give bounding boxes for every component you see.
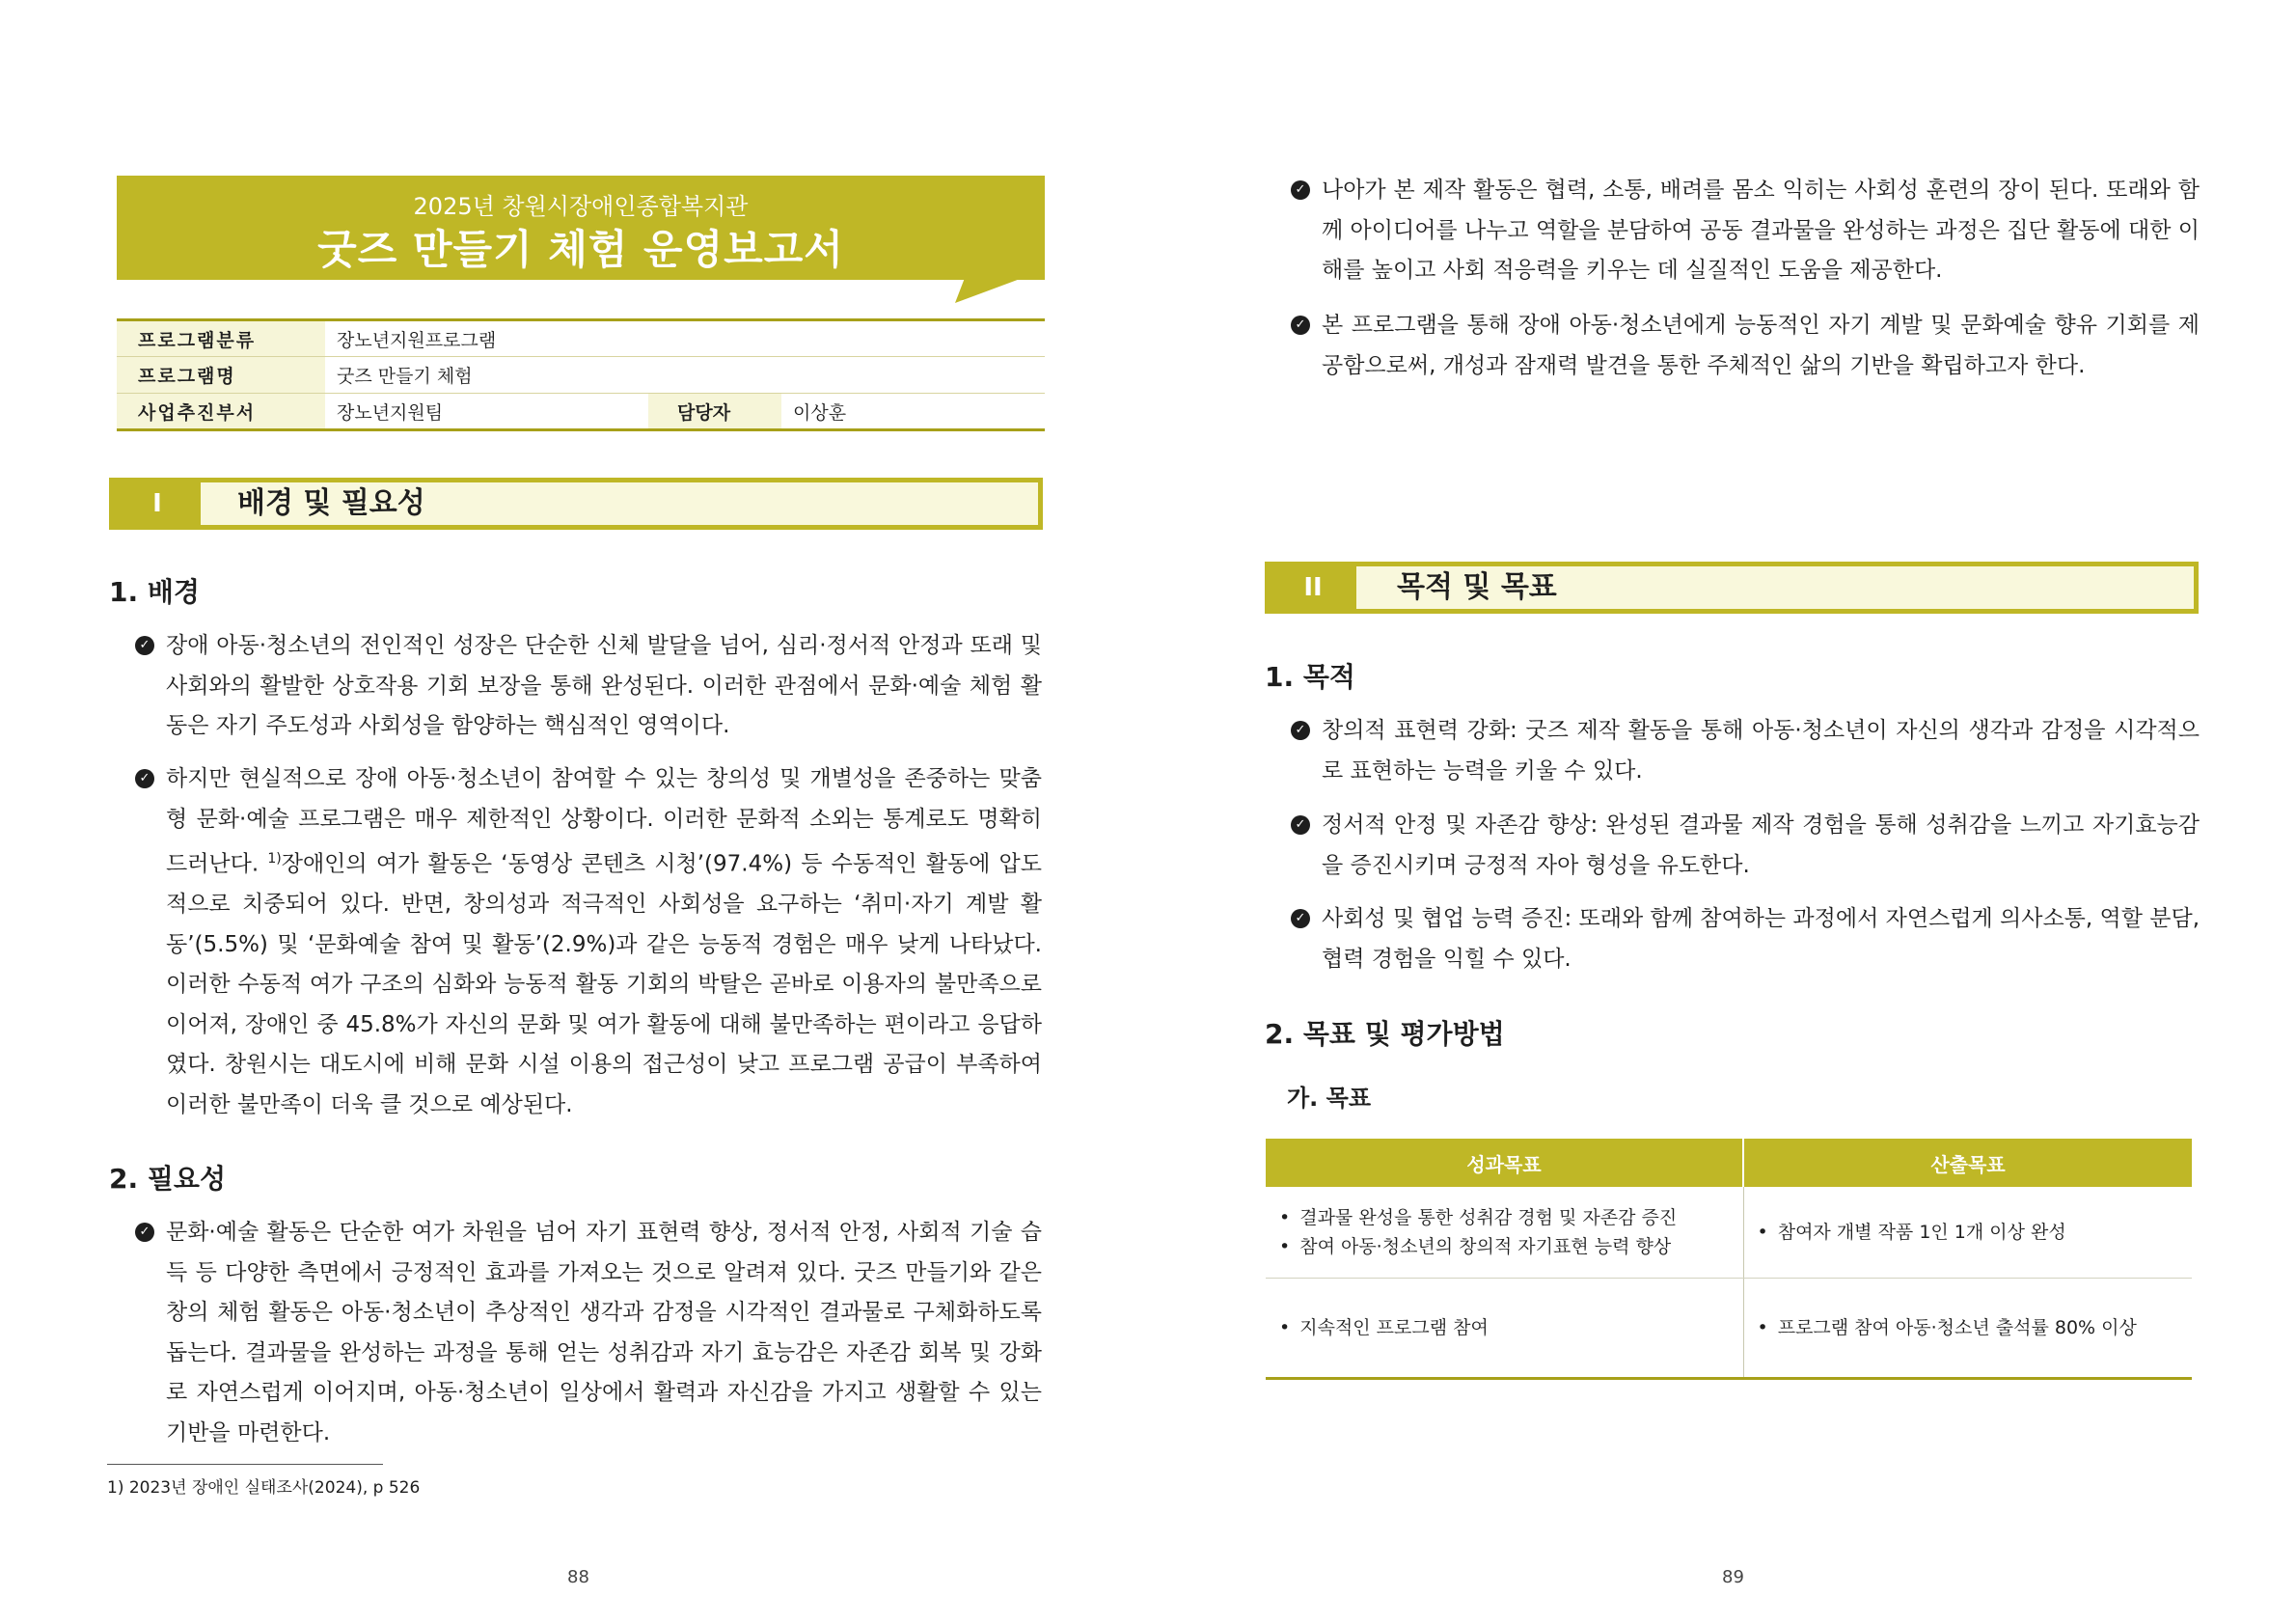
section-heading-2 [1265,562,2199,614]
section-heading-1 [109,478,1043,530]
info-value: 장노년지원팀 [325,394,648,430]
heading-background: 1. 배경 [109,576,200,608]
check-circle-icon: ✓ [135,1223,154,1242]
column-header: 산출목표 [1743,1139,2192,1187]
table-cell [1743,1187,2192,1278]
info-value: 굿즈 만들기 체험 [325,357,1045,394]
table-header-row [1266,1139,2192,1187]
section-title: 배경 및 필요성 [237,486,425,520]
column-header: 성과목표 [1266,1139,1743,1187]
paragraph-right-1 [1295,171,2200,291]
footnote-divider [107,1464,383,1465]
paragraph-background-1 [139,626,1042,747]
cell-item: • 결과물 완성을 통한 성취감 경험 및 자존감 증진 [1279,1203,1730,1232]
paragraph-background-2 [139,759,1042,1125]
goal-table [1266,1139,2192,1380]
table-cell [1266,1187,1743,1278]
section-number: II [1270,566,1356,609]
heading-purpose: 1. 목적 [1265,661,1355,693]
paragraph-purpose-3 [1295,899,2200,979]
paragraph-text: 하지만 현실적으로 장애 아동·청소년이 참여할 수 있는 창의성 및 개별성을 존중하는 맞춤형 문화·예술 프로그램은 매우 제한적인 상황이다. 이러한 문화적 소외는 통계로도 명확히 드러난다. [166,766,1042,877]
table-cell [1743,1278,2192,1378]
paragraph-necessity-1 [139,1213,1042,1453]
heading-necessity: 2. 필요성 [109,1163,227,1195]
check-circle-icon: ✓ [1291,909,1310,928]
paragraph-text: 사회성 및 협업 능력 증진: 또래와 함께 참여하는 과정에서 자연스럽게 의사소통, 역할 분담, 협력 경험을 익힐 수 있다. [1322,906,2200,972]
cell-item: • 프로그램 참여 아동·청소년 출석률 80% 이상 [1758,1313,2179,1342]
table-cell [1266,1278,1743,1378]
info-label: 사업추진부서 [117,394,325,430]
table-row [1266,1187,2192,1278]
info-value: 이상훈 [781,394,1045,430]
check-circle-icon: ✓ [135,769,154,788]
cell-item: • 참여 아동·청소년의 창의적 자기표현 능력 향상 [1279,1232,1730,1261]
paragraph-text: 본 프로그램을 통해 장애 아동·청소년에게 능동적인 자기 계발 및 문화예술 향유 기회를 제공함으로써, 개성과 잠재력 발견을 통한 주체적인 삶의 기반을 확립하고자 한다. [1322,313,2200,378]
cell-item: • 참여자 개별 작품 1인 1개 이상 완성 [1758,1218,2179,1247]
heading-goal: 2. 목표 및 평가방법 [1265,1018,1505,1050]
info-label: 프로그램분류 [117,320,325,357]
heading-goal-sub: 가. 목표 [1287,1085,1372,1112]
page-number-right: 89 [1722,1567,1744,1587]
paragraph-text: 창의적 표현력 강화: 굿즈 제작 활동을 통해 아동·청소년이 자신의 생각과 감정을 시각적으로 표현하는 능력을 키울 수 있다. [1322,718,2200,784]
report-banner [117,176,1045,280]
paragraph-text: 장애인의 여가 활동은 ‘동영상 콘텐츠 시청’(97.4%) 등 수동적인 활동에 압도적으로 치중되어 있다. 반면, 창의성과 적극적인 사회성을 요구하는 ‘취미·자기 계발 활동’(5.5%) 및 ‘문화예술 참여 및 활동’(2.9%)과 같은 능동적 경험은 매우 낮게 나타났다. 이러한 수동적 여가 구조의 심화와 능동적 활동 기회의 박탈은 곧바로 이용자의 불만족으로 이어져, 장애인 중 45.8%가 자신의 문화 및 여가 활동에 대해 불만족하는 편이라고 응답하였다. 창원시는 대도시에 비해 문화 시설 이용의 접근성이 낮고 프로그램 공급이 부족하여 이러한 불만족이 더욱 클 것으로 예상된다. [166,851,1042,1117]
paragraph-purpose-2 [1295,806,2200,886]
table-row [1266,1278,2192,1378]
paragraph-text: 정서적 안정 및 자존감 향상: 완성된 결과물 제작 경험을 통해 성취감을 느끼고 자기효능감을 증진시키며 긍정적 자아 형성을 유도한다. [1322,812,2200,878]
paragraph-text: 나아가 본 제작 활동은 협력, 소통, 배려를 몸소 익히는 사회성 훈련의 장이 된다. 또래와 함께 아이디어를 나누고 역할을 분담하여 공동 결과물을 완성하는 과정은 집단 활동에 대한 이해를 높이고 사회 적응력을 키우는 데 실질적인 도움을 제공한다. [1322,178,2200,283]
info-label: 담당자 [648,394,781,430]
footnote: 1) 2023년 장애인 실태조사(2024), p 526 [107,1478,421,1498]
check-circle-icon: ✓ [135,636,154,655]
cell-item: • 지속적인 프로그램 참여 [1279,1313,1730,1342]
page-number-left: 88 [567,1567,589,1587]
info-row [117,394,1045,430]
footnote-ref[interactable]: 1) [267,851,282,867]
check-circle-icon: ✓ [1291,180,1310,200]
check-circle-icon: ✓ [1291,316,1310,335]
info-row [117,357,1045,394]
check-circle-icon: ✓ [1291,815,1310,835]
info-label: 프로그램명 [117,357,325,394]
info-value: 장노년지원프로그램 [325,320,1045,357]
banner-subtitle: 2025년 창원시장애인종합복지관 [413,193,749,220]
info-row [117,320,1045,357]
paragraph-right-2 [1295,306,2200,386]
banner-title: 굿즈 만들기 체험 운영보고서 [317,226,844,273]
paragraph-text: 장애 아동·청소년의 전인적인 성장은 단순한 신체 발달을 넘어, 심리·정서적 안정과 또래 및 사회와의 활발한 상호작용 기회 보장을 통해 완성된다. 이러한 관점에서 문화·예술 체험 활동은 자기 주도성과 사회성을 함양하는 핵심적인 영역이다. [166,633,1042,738]
paragraph-purpose-1 [1295,711,2200,791]
paragraph-text: 문화·예술 활동은 단순한 여가 차원을 넘어 자기 표현력 향상, 정서적 안정, 사회적 기술 습득 등 다양한 측면에서 긍정적인 효과를 가져오는 것으로 알려져 있다. 굿즈 만들기와 같은 창의 체험 활동은 아동·청소년이 추상적인 생각과 감정을 시각적인 결과물로 구체화하도록 돕는다. 결과물을 완성하는 과정을 통해 얻는 성취감과 자기 효능감은 자존감 회복 및 강화로 자연스럽게 이어지며, 아동·청소년이 일상에서 활력과 자신감을 가지고 생활할 수 있는 기반을 마련한다. [166,1220,1042,1445]
check-circle-icon: ✓ [1291,721,1310,740]
banner-speech-tail [955,278,1023,303]
section-number: I [114,482,201,525]
section-title: 목적 및 목표 [1397,570,1557,604]
program-info-table [117,318,1045,431]
